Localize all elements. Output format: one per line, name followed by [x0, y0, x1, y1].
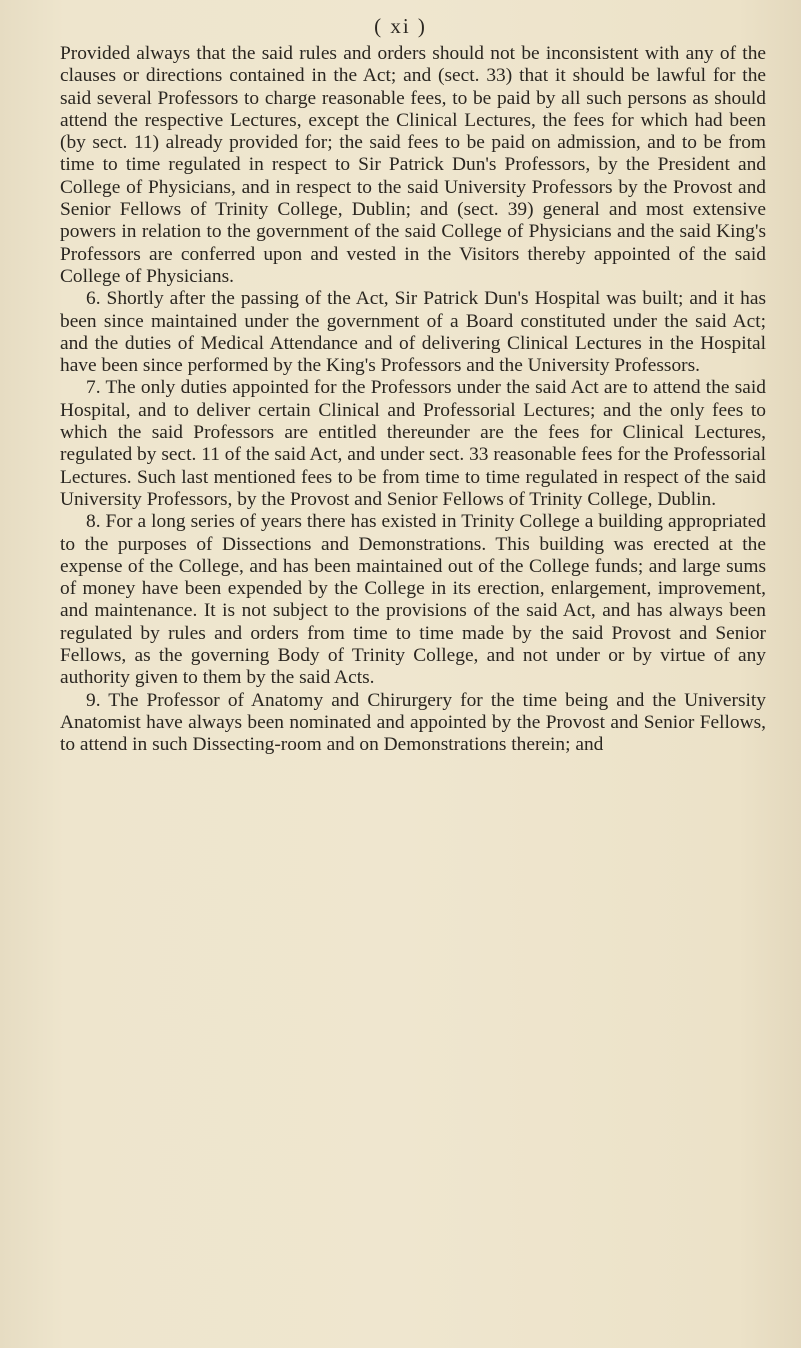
paragraph-6: 6. Shortly after the passing of the Act, Sir Patrick Dun's Hospital was built; and it has been since maintained under the government of a Board constituted under the said Act; and the duties of Medical Attendance and of delivering Clinical Lectures in the Hospital have been since performed by the King's Professors and the University Professors. — [60, 288, 766, 377]
paragraph-8: 8. For a long series of years there has existed in Trinity College a building appropriated to the purposes of Dissections and Demonstrations. This building was erected at the expense of the College, and has been maintained out of the College funds; and large sums of money have been expended by the College in its erection, enlargement, improvement, and maintenance. It is not subject to the provisions of the said Act, and has always been regulated by rules and orders from time to time made by the said Provost and Senior Fellows, as the governing Body of Trinity College, and not under or by virtue of any authority given to them by the said Acts. — [60, 511, 766, 689]
paragraph-7: 7. The only duties appointed for the Professors under the said Act are to attend the said Hospital, and to deliver certain Clinical and Professorial Lectures; and the only fees to which the said Professors are entitled thereunder are the fees for Clinical Lectures, regulated by sect. 11 of the said Act, and under sect. 33 reasonable fees for the Professorial Lectures. Such last mentioned fees to be from time to time regulated in respect of the said University Professors, by the Provost and Senior Fellows of Trinity College, Dublin. — [60, 377, 766, 510]
document-body — [60, 43, 766, 757]
paragraph-proviso: Provided always that the said rules and orders should not be inconsistent with any of the clauses or directions contained in the Act; and (sect. 33) that it should be lawful for the said several Professors to charge reasonable fees, to be paid by all such persons as should attend the respective Lectures, except the Clinical Lectures, the fees for which had been (by sect. 11) already provided for; the said fees to be paid on admission, and to be from time to time regulated in respect to Sir Patrick Dun's Professors, by the President and College of Physicians, and in respect to the said University Professors by the Provost and Senior Fellows of Trinity College, Dublin; and (sect. 39) general and most extensive powers in relation to the government of the said College of Physicians and the said King's Professors are conferred upon and vested in the Visitors thereby appointed of the said College of Physicians. — [60, 43, 766, 287]
page-number: ( xi ) — [374, 14, 427, 38]
paragraph-9: 9. The Professor of Anatomy and Chirurgery for the time being and the University Anatomist have always been nominated and appointed by the Provost and Senior Fellows, to attend in such Dissecting-room and on Demonstrations therein; and — [60, 689, 766, 756]
